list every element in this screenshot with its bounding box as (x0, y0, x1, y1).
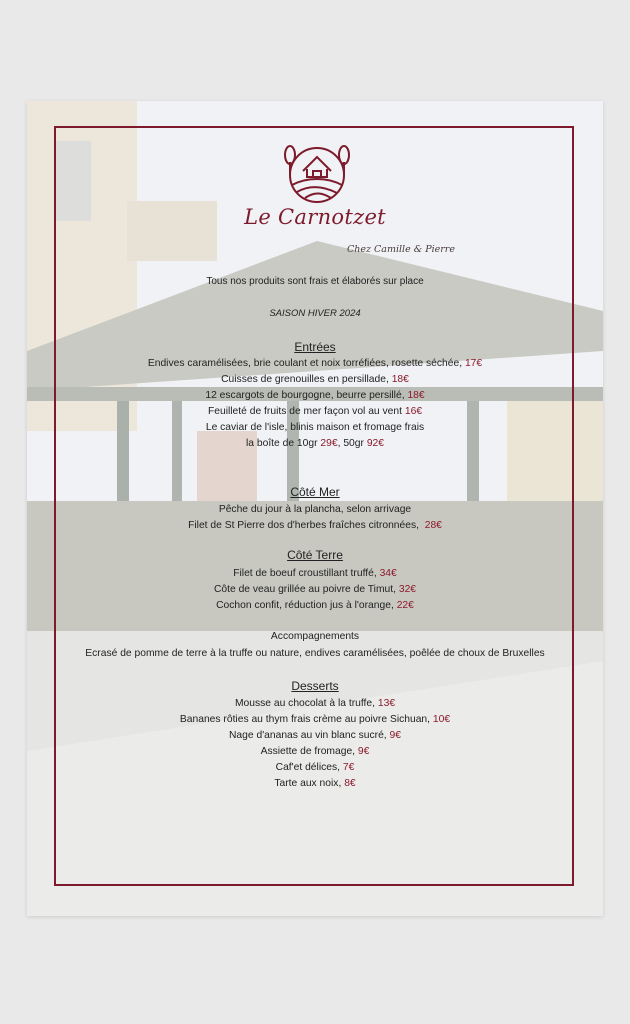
item-price: 9€ (389, 730, 401, 741)
menu-item: la boîte de 10gr 29€, 50gr 92€ (245, 438, 385, 449)
menu-item: Assiette de fromage, 9€ (260, 746, 370, 757)
item-price: 18€ (391, 374, 409, 385)
section-heading-cote-mer: Côté Mer (290, 485, 340, 499)
menu-content (27, 101, 603, 916)
item-price: 9€ (357, 746, 370, 757)
item-price: 29€ (320, 438, 338, 449)
item-price: 92€ (366, 438, 385, 449)
menu-item: Mousse au chocolat à la truffe, 13€ (234, 698, 396, 709)
item-price: 7€ (342, 762, 355, 773)
menu-item: Tarte aux noix, 8€ (274, 778, 356, 789)
item-price: 18€ (407, 390, 425, 401)
item-price: 13€ (377, 698, 396, 709)
accompagnements-text: Ecrasé de pomme de terre à la truffe ou nature, endives caramélisées, poêlée de choux de Bruxelles (85, 648, 545, 659)
menu-item: Feuilleté de fruits de mer façon vol au vent 16€ (207, 406, 423, 417)
menu-item: Pêche du jour à la plancha, selon arrivage (218, 504, 412, 515)
item-price: 10€ (432, 714, 451, 725)
item-price: 32€ (398, 584, 417, 595)
item-price: 17€ (464, 358, 483, 369)
item-price: 8€ (344, 778, 356, 789)
menu-item: Cuisses de grenouilles en persillade, 18€ (221, 374, 409, 385)
menu-item: 12 escargots de bourgogne, beurre persillé, 18€ (205, 390, 425, 401)
item-price: 16€ (404, 406, 423, 417)
menu-item: Cochon confit, réduction jus à l'orange, 22€ (216, 600, 414, 611)
menu-item: Caf'et délices, 7€ (275, 762, 355, 773)
item-price: 22€ (396, 600, 414, 611)
menu-item: Filet de boeuf croustillant truffé, 34€ (233, 568, 397, 579)
menu-item: Endives caramélisées, brie coulant et noix torréfiées, rosette séchée, 17€ (147, 358, 483, 369)
menu-item: Filet de St Pierre dos d'herbes fraîches citronnées, 28€ (188, 520, 442, 531)
season-label: SAISON HIVER 2024 (269, 308, 361, 319)
item-price: 34€ (379, 568, 397, 579)
item-price: 28€ (424, 520, 442, 531)
menu-page (27, 101, 603, 916)
menu-item: Nage d'ananas au vin blanc sucré, 9€ (228, 730, 401, 741)
section-heading-entrees: Entrées (294, 340, 336, 354)
restaurant-subtitle: Chez Camille & Pierre (347, 244, 455, 255)
intro-text: Tous nos produits sont frais et élaborés sur place (206, 276, 424, 287)
farm-house-logo-icon (279, 135, 355, 205)
section-heading-cote-terre: Côté Terre (287, 548, 343, 562)
section-heading-accompagnements: Accompagnements (270, 631, 360, 642)
menu-item: Côte de veau grillée au poivre de Timut, 32€ (213, 584, 417, 595)
menu-item: Le caviar de l'isle, blinis maison et fromage frais (205, 422, 425, 433)
menu-item: Bananes rôties au thym frais crème au poivre Sichuan, 10€ (179, 714, 451, 725)
section-heading-desserts: Desserts (291, 679, 339, 693)
restaurant-name: Le Carnotzet (244, 205, 386, 229)
